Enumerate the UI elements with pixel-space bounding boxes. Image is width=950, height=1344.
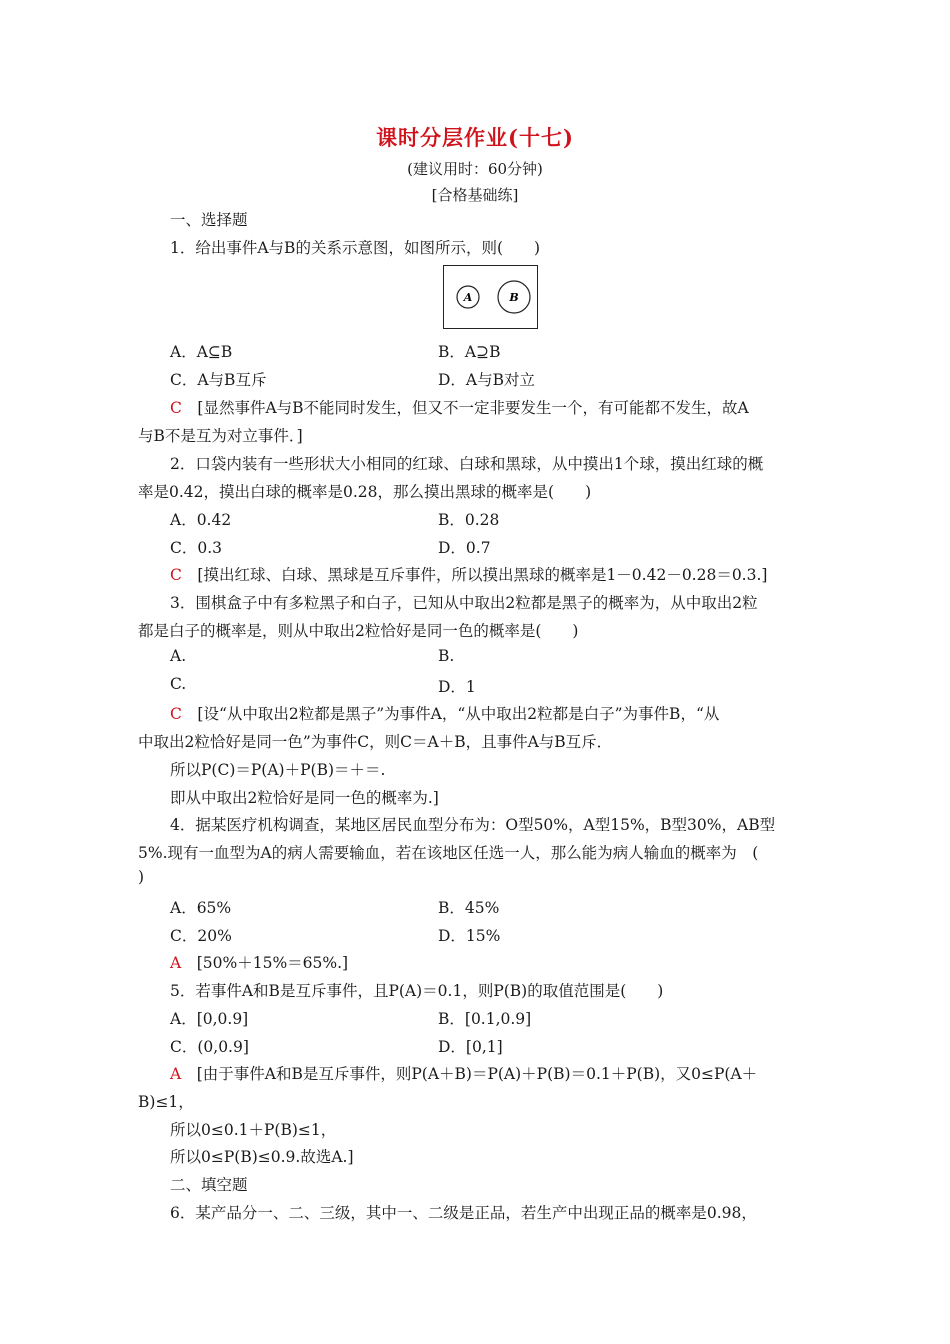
q3-explanation-conclusion: 即从中取出2粒恰好是同一色的概率为.] [170, 789, 439, 807]
q1-explanation-cont: 与B不是互为对立事件．] [138, 427, 303, 445]
q4-option-b: B．45% [438, 899, 500, 917]
section-fill: 二、填空题 [170, 1176, 248, 1194]
q3-explanation-formula: 所以P(C)＝P(A)＋P(B)＝＋＝. [170, 761, 386, 779]
q4-option-c: C．20% [170, 927, 232, 945]
level-label: [合格基础练] [431, 186, 519, 204]
q4-answer: A [170, 954, 182, 972]
q3-option-c: C. [170, 675, 187, 693]
q1-option-a: A．A⊆B [170, 343, 233, 361]
q3-stem: 3．围棋盒子中有多粒黑子和白子，已知从中取出2粒都是黑子的概率为，从中取出2粒 [170, 594, 758, 612]
q4-explanation: A [50%＋15%＝65%.] [170, 954, 349, 972]
q4-stem-end: ) [138, 868, 145, 886]
q2-option-a: A．0.42 [170, 511, 232, 529]
q6-stem: 6．某产品分一、二、三级，其中一、二级是正品，若生产中出现正品的概率是0.98， [170, 1204, 757, 1222]
page-title: 课时分层作业(十七) [376, 125, 574, 150]
q3-option-a: A. [170, 647, 187, 665]
q2-stem-cont: 率是0.42，摸出白球的概率是0.28，那么摸出黑球的概率是( ) [138, 483, 592, 501]
q1-option-d: D．A与B对立 [438, 371, 536, 389]
q1-stem: 1．给出事件A与B的关系示意图，如图所示，则( ) [170, 239, 541, 257]
q1-option-c: C．A与B互斥 [170, 371, 267, 389]
venn-label-a: A [463, 291, 473, 304]
q2-option-b: B．0.28 [438, 511, 500, 529]
q1-explanation: C [显然事件A与B不能同时发生，但又不一定非要发生一个，有可能都不发生，故A [170, 399, 749, 417]
q5-stem: 5．若事件A和B是互斥事件，且P(A)＝0.1，则P(B)的取值范围是( ) [170, 982, 664, 1000]
venn-label-b: B [509, 291, 519, 304]
section-choice: 一、选择题 [170, 211, 248, 229]
q4-option-a: A．65% [170, 899, 232, 917]
q3-explanation: C [设“从中取出2粒都是黑子”为事件A，“从中取出2粒都是白子”为事件B，“从 [170, 705, 720, 723]
q5-option-b: B．[0.1,0.9] [438, 1010, 532, 1028]
q1-option-b: B．A⊇B [438, 343, 501, 361]
q3-stem-cont: 都是白子的概率是，则从中取出2粒恰好是同一色的概率是( ) [138, 622, 579, 640]
q4-option-d: D．15% [438, 927, 501, 945]
q1-answer: C [170, 399, 182, 417]
q5-explanation-conclusion: 所以0≤P(B)≤0.9.故选A.] [170, 1148, 354, 1166]
q2-option-c: C．0.3 [170, 539, 223, 557]
q3-explanation-cont: 中取出2粒恰好是同一色”为事件C，则C＝A＋B，且事件A与B互斥． [138, 733, 613, 751]
q3-answer: C [170, 705, 182, 723]
venn-diagram [443, 265, 538, 329]
time-hint: (建议用时：60分钟) [407, 160, 543, 178]
q2-stem: 2．口袋内装有一些形状大小相同的红球、白球和黑球，从中摸出1个球，摸出红球的概 [170, 455, 764, 473]
q3-option-b: B. [438, 647, 455, 665]
q2-explanation: C [摸出红球、白球、黑球是互斥事件，所以摸出黑球的概率是1－0.42－0.28＝0.3.] [170, 566, 768, 584]
q3-option-d: D．1 [438, 678, 476, 696]
q4-stem: 4．据某医疗机构调查，某地区居民血型分布为：O型50%，A型15%，B型30%，AB型 [170, 816, 776, 834]
q5-explanation-cont: B)≤1， [138, 1093, 194, 1111]
q2-answer: C [170, 566, 182, 584]
q5-answer: A [170, 1065, 182, 1083]
q2-option-d: D．0.7 [438, 539, 491, 557]
q5-option-a: A．[0,0.9] [170, 1010, 249, 1028]
q5-option-c: C．(0,0.9] [170, 1038, 249, 1056]
q4-stem-cont: 5%.现有一血型为A的病人需要输血，若在该地区任选一人，那么能为病人输血的概率为 ( [138, 844, 759, 862]
q5-explanation-step: 所以0≤0.1＋P(B)≤1， [170, 1121, 337, 1139]
q5-option-d: D．[0,1] [438, 1038, 503, 1056]
q5-explanation: A [由于事件A和B是互斥事件，则P(A＋B)＝P(A)＋P(B)＝0.1＋P(B)，又0≤P(A＋ [170, 1065, 758, 1083]
